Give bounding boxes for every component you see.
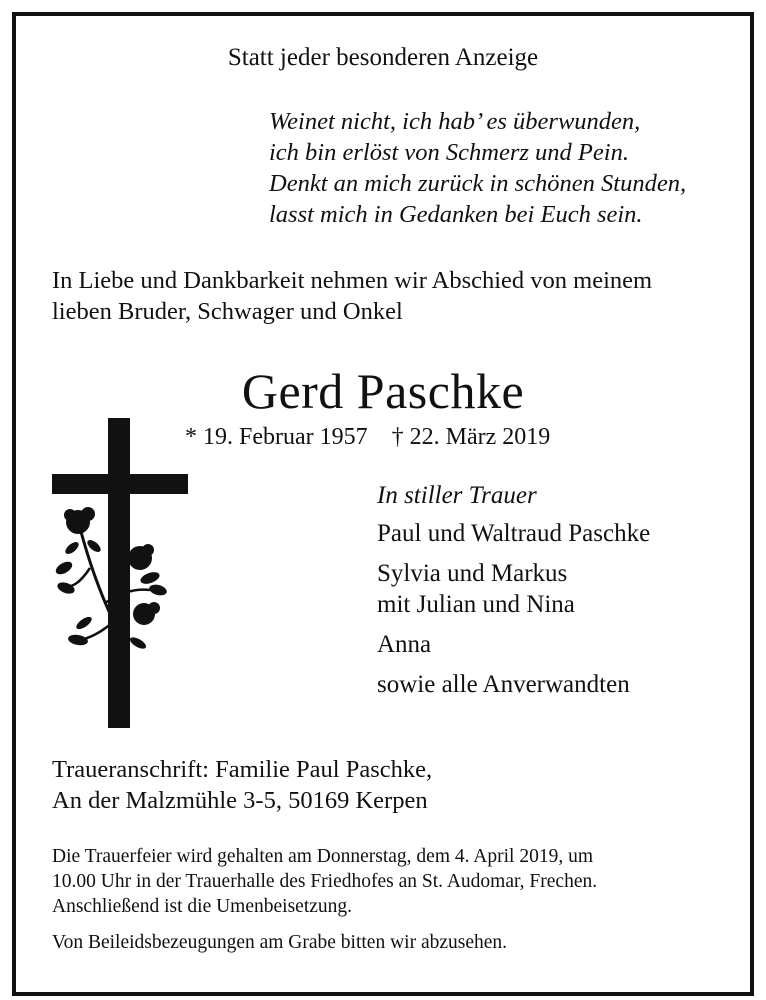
mourners bbox=[377, 480, 650, 700]
mourner-line: Anna bbox=[377, 631, 432, 658]
headline: Statt jeder besonderen Anzeige bbox=[227, 44, 539, 71]
ceremony-info bbox=[52, 844, 597, 919]
mourner-line: Sylvia und Markus bbox=[377, 560, 568, 587]
address-line: Traueranschrift: Familie Paul Paschke, bbox=[52, 756, 433, 783]
poem-line: Denkt an mich zurück in schönen Stunden, bbox=[269, 170, 687, 197]
condolence-note: Von Beileidsbezeugungen am Grabe bitten wir abzusehen. bbox=[52, 932, 508, 953]
intro-text bbox=[52, 265, 652, 327]
poem-line: lasst mich in Gedanken bei Euch sein. bbox=[269, 201, 643, 228]
intro-line: lieben Bruder, Schwager und Onkel bbox=[52, 298, 403, 325]
address-line: An der Malzmühle 3-5, 50169 Kerpen bbox=[52, 787, 428, 814]
mourners-caption: In stiller Trauer bbox=[377, 482, 537, 509]
ceremony-line: Die Trauerfeier wird gehalten am Donnerstag, dem 4. April 2019, um bbox=[52, 846, 594, 867]
intro-line: In Liebe und Dankbarkeit nehmen wir Abschied von meinem bbox=[52, 267, 653, 294]
mourner-line: Paul und Waltraud Paschke bbox=[377, 520, 651, 547]
mourning-address bbox=[52, 754, 432, 816]
deceased-name: Gerd Paschke bbox=[241, 363, 525, 419]
life-dates bbox=[185, 424, 550, 451]
mourner-line: mit Julian und Nina bbox=[377, 591, 575, 618]
mourner-line: sowie alle Anverwandten bbox=[377, 671, 630, 698]
poem-line: Weinet nicht, ich hab’ es überwunden, bbox=[269, 108, 641, 135]
ceremony-line: 10.00 Uhr in der Trauerhalle des Friedhofes an St. Audomar, Frechen. bbox=[52, 871, 598, 892]
death-date: † 22. März 2019 bbox=[391, 424, 551, 450]
poem bbox=[269, 106, 686, 230]
poem-line: ich bin erlöst von Schmerz und Pein. bbox=[269, 139, 629, 166]
birth-date: * 19. Februar 1957 bbox=[185, 424, 368, 450]
ceremony-line: Anschließend ist die Umenbeisetzung. bbox=[52, 896, 353, 917]
cross-with-rose-icon bbox=[50, 418, 190, 728]
